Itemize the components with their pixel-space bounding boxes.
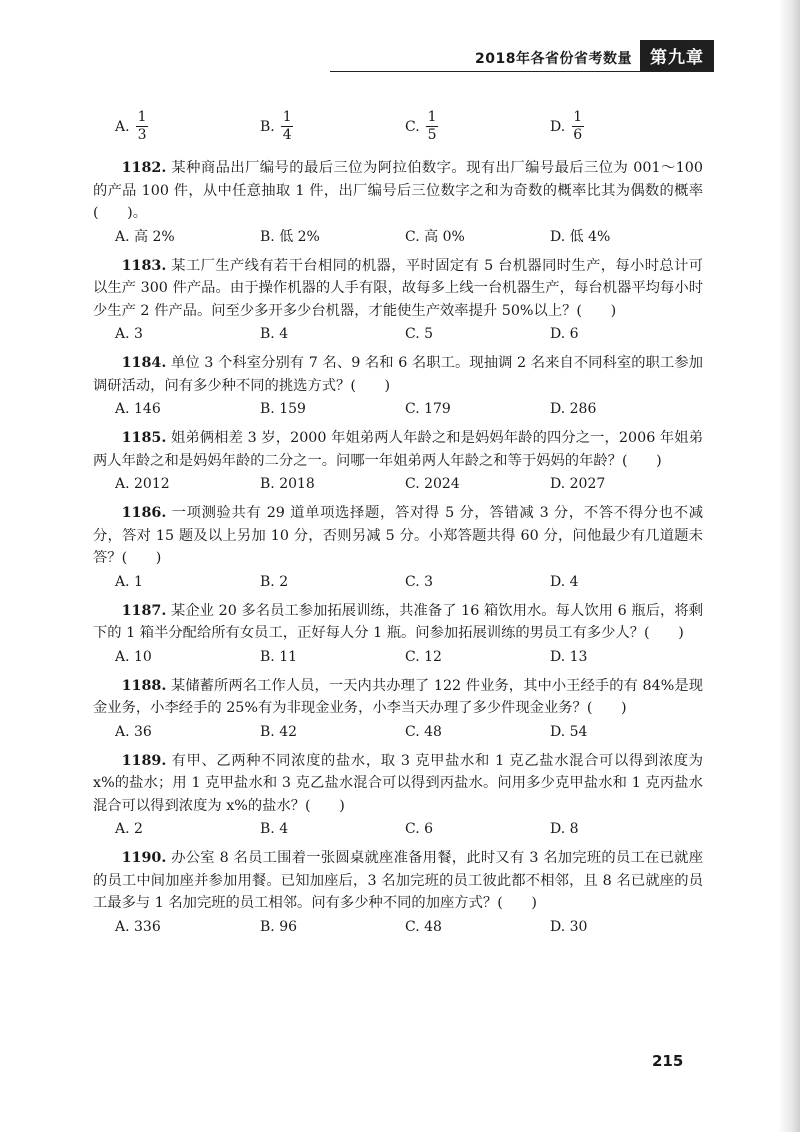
option-a: A. 36 — [115, 723, 152, 740]
option-a: A. 146 — [115, 401, 161, 417]
question-number: 1189. — [121, 752, 167, 769]
option-a: A. $\frac{1}{3}$ — [115, 109, 147, 143]
option-c: C. 2024 — [405, 476, 460, 492]
question-number: 1188. — [121, 677, 167, 694]
option-d: D. 30 — [550, 918, 588, 935]
option-b: B. 42 — [260, 723, 298, 740]
header-chapter-tab: 第九章 — [640, 40, 714, 72]
option-d: D. $\frac{1}{6}$ — [550, 109, 583, 143]
page-number: 215 — [652, 1052, 684, 1070]
option-d: D. 2027 — [550, 476, 606, 492]
option-a: A. 2012 — [115, 476, 170, 492]
question-1187 — [93, 600, 703, 645]
question-number: 1187. — [121, 602, 167, 619]
options-row — [93, 399, 703, 419]
question-text: 单位 3 个科室分别有 7 名、9 名和 6 名职工。现抽调 2 名来自不同科室的职工参加调研活动，问有多少种不同的挑选方式？( ) — [93, 355, 703, 394]
header-book-title: 2018年各省份省考数量 — [475, 51, 632, 67]
fraction: $\frac{1}{5}$ — [427, 109, 437, 143]
option-c: C. 3 — [405, 573, 434, 590]
question-1182 — [93, 157, 703, 225]
option-a: A. 10 — [115, 648, 152, 665]
option-b: B. 11 — [260, 648, 298, 665]
question-1188 — [93, 675, 703, 720]
option-d: D. 54 — [550, 723, 588, 740]
question-number: 1185. — [121, 430, 167, 446]
option-a: A. 高 2% — [115, 228, 175, 245]
options-row — [93, 474, 703, 494]
option-d: D. 8 — [550, 821, 579, 837]
option-b: B. 4 — [260, 326, 289, 342]
option-b: B. 低 2% — [260, 228, 320, 245]
question-list — [93, 108, 703, 945]
options-row — [93, 722, 703, 742]
header-rule — [330, 71, 714, 72]
question-number: 1184. — [121, 355, 167, 371]
question-text: 某储蓄所两名工作人员，一天内共办理了 122 件业务，其中小王经手的有 84%是现金业务，小李经手的 25%有为非现金业务，小李当天办理了多少件现金业务？( ) — [93, 677, 704, 716]
option-a: A. 1 — [115, 573, 143, 590]
option-a: A. 3 — [115, 326, 143, 342]
option-d: D. 低 4% — [550, 228, 611, 245]
option-c: C. 高 0% — [405, 228, 465, 245]
option-c: C. 12 — [405, 648, 442, 665]
options-row — [93, 572, 703, 592]
options-row — [93, 227, 703, 247]
options-row — [93, 819, 703, 839]
option-c: C. 6 — [405, 821, 434, 837]
question-1183 — [93, 255, 703, 323]
question-1184 — [93, 352, 703, 397]
options-row — [93, 647, 703, 667]
option-d: D. 4 — [550, 573, 579, 590]
question-text: 某企业 20 多名员工参加拓展训练，共准备了 16 箱饮用水。每人饮用 6 瓶后，将剩下的 1 箱半分配给所有女员工，正好每人分 1 瓶。问参加拓展训练的男员工有多少人？( ) — [93, 602, 703, 641]
fraction-options-row — [93, 110, 703, 143]
option-c: C. 179 — [405, 401, 451, 417]
option-c: C. 48 — [405, 918, 442, 935]
fraction: $\frac{1}{6}$ — [573, 109, 583, 143]
option-d: D. 286 — [550, 401, 597, 417]
scan-edge-shadow — [778, 0, 800, 1132]
running-header — [330, 40, 714, 72]
question-text: 办公室 8 名员工围着一张圆桌就座准备用餐，此时又有 3 名加完班的员工在已就座的员工中间加座并参加用餐。已知加座后，3 名加完班的员工彼此都不相邻，且 8 名已就座的员工最多与 1 名加完班的员工相邻。问有多少种不同的加座方式？( ) — [93, 850, 704, 911]
option-c: C. 5 — [405, 326, 434, 342]
option-b: B. 4 — [260, 821, 289, 837]
fraction: $\frac{1}{3}$ — [137, 109, 147, 143]
options-row — [93, 324, 703, 344]
option-c: C. $\frac{1}{5}$ — [405, 109, 437, 143]
question-number: 1186. — [121, 505, 167, 521]
option-b: B. $\frac{1}{4}$ — [260, 109, 292, 143]
question-1190 — [93, 847, 703, 915]
option-c: C. 48 — [405, 723, 442, 740]
option-a: A. 336 — [115, 918, 161, 935]
question-number: 1182. — [121, 160, 167, 176]
question-number: 1183. — [121, 257, 167, 274]
option-b: B. 2 — [260, 573, 289, 590]
option-d: D. 13 — [550, 648, 588, 665]
question-1186 — [93, 502, 703, 570]
option-b: B. 2018 — [260, 476, 315, 492]
question-1189 — [93, 750, 703, 818]
question-text: 某种商品出厂编号的最后三位为阿拉伯数字。现有出厂编号最后三位为 001～100 的产品 100 件，从中任意抽取 1 件，出厂编号后三位数字之和为奇数的概率比其为偶数的概率( )。 — [93, 160, 704, 221]
question-text: 某工厂生产线有若干台相同的机器，平时固定有 5 台机器同时生产，每小时总计可以生产 300 件产品。由于操作机器的人手有限，故每多上线一台机器生产，每台机器平均每小时少生产 2 件产品。问至少多开多少台机器，才能使生产效率提升 50%以上？( ) — [93, 257, 704, 319]
options-row — [93, 917, 703, 937]
question-number: 1190. — [121, 850, 167, 866]
fraction: $\frac{1}{4}$ — [282, 109, 292, 143]
question-text: 一项测验共有 29 道单项选择题，答对得 5 分，答错减 3 分，不答不得分也不减分，答对 15 题及以上另加 10 分，否则另减 5 分。小郑答题共得 60 分，问他最少有几道题未答？( ) — [93, 505, 703, 566]
question-text: 有甲、乙两种不同浓度的盐水，取 3 克甲盐水和 1 克乙盐水混合可以得到浓度为 x%的盐水；用 1 克甲盐水和 3 克乙盐水混合可以得到丙盐水。问用多少克甲盐水和 1 克丙盐水混合可以得到浓度为 x%的盐水？( ) — [93, 752, 704, 814]
question-1185 — [93, 427, 703, 472]
question-text: 姐弟俩相差 3 岁，2000 年姐弟两人年龄之和是妈妈年龄的四分之一，2006 年姐弟两人年龄之和是妈妈年龄的二分之一。问哪一年姐弟两人年龄之和等于妈妈的年龄？( ) — [93, 430, 703, 469]
option-b: B. 159 — [260, 401, 306, 417]
option-d: D. 6 — [550, 326, 579, 342]
option-b: B. 96 — [260, 918, 298, 935]
option-a: A. 2 — [115, 821, 143, 837]
